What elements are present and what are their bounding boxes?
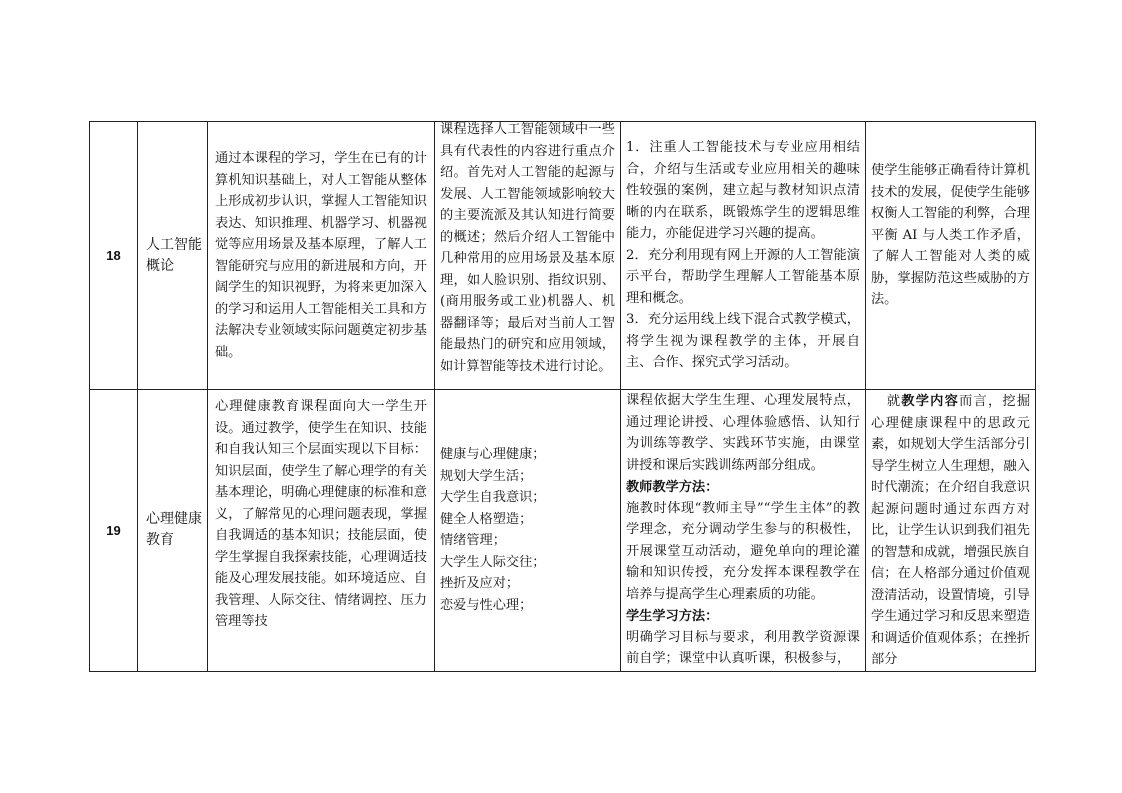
ideology-text: 而言，挖掘心理健康课程中的思政元素，如规划大学生活部分引导学生树立人生理想，融入时代潮流；在介绍自我意识起源问题时通过东西方对比，让学生认识到我们祖先的智慧和成就，增强民族自信；在人格部分通过价值观澄清活动，设置情境，引导学生通过学习和反思来塑造和调适价值观体系；在挫折部分 — [871, 394, 1031, 667]
teaching-methods — [621, 122, 866, 390]
course-name: 人工智能概论 — [138, 122, 208, 390]
ideology-bold: 教学内容 — [901, 393, 960, 408]
content-text: 课程选择人工智能领域中一些具有代表性的内容进行重点介绍。首先对人工智能的起源与发展、人工智能领域影响较大的主要流派及其认知进行简要的概述；然后介绍人工智能中几种常用的应用场景及基本原理，如人脸识别、指纹识别、(商用服务或工业)机器人、机器翻译等；最后对当前人工智能最热门的研究和应用领域，如计算智能等技术进行讨论。 — [440, 122, 615, 374]
course-objectives — [208, 390, 435, 672]
method-item: 1．注重人工智能技术与专业应用相结合，介绍与生活或专业应用相关的趣味性较强的案例，建立起与教材知识点清晰的内在联系，既锻炼学生的逻辑思维能力，亦能促进学习兴趣的提高。 — [626, 140, 860, 242]
ideological-elements — [866, 390, 1036, 672]
ideology-prefix: 就 — [886, 394, 902, 409]
student-methods-text: 明确学习目标与要求，利用教学资源课前自学；课堂中认真听课，积极参与， — [626, 629, 860, 666]
ideology-paragraph — [871, 390, 1030, 671]
method-item: 3．充分运用线上线下混合式教学模式，将学生视为课程教学的主体，开展自主、合作、探究式学习活动。 — [626, 312, 860, 371]
ideology-text: 使学生能够正确看待计算机技术的发展，促使学生能够权衡人工智能的利弊，合理平衡 AI 与人类工作矛盾，了解人工智能对人类的威胁，掌握防范这些威胁的方法。 — [871, 163, 1030, 308]
course-table — [89, 121, 1036, 672]
course-name: 心理健康教育 — [138, 390, 208, 672]
row-number: 18 — [90, 122, 138, 390]
objectives-text: 通过本课程的学习，学生在已有的计算机知识基础上，对人工智能从整体上形成初步认识，掌握人工智能知识表达、知识推理、机器学习、机器视觉等应用场景及基本原理，了解人工智能研究与应用的新进展和方向，开阔学生的知识视野，为将来更加深入的学习和运用人工智能相关工具和方法解决专业领域实际问题奠定初步基础。 — [215, 151, 427, 360]
course-content — [435, 390, 621, 672]
content-item: 健康与心理健康； — [440, 447, 546, 463]
content-item: 规划大学生活； — [440, 468, 533, 484]
content-item: 大学生人际交往； — [440, 554, 546, 570]
teaching-methods — [621, 390, 866, 672]
content-item: 挫折及应对； — [440, 576, 520, 592]
methods-intro: 课程依据大学生生理、心理发展特点，通过理论讲授、心理体验感悟、认知行为训练等教学、实践环节实施，由课堂讲授和课后实践训练两部分组成。 — [626, 393, 860, 473]
content-item: 大学生自我意识； — [440, 490, 546, 506]
content-item: 情绪管理； — [440, 533, 506, 549]
row-number: 19 — [90, 390, 138, 672]
content-item: 健全人格塑造； — [440, 511, 533, 527]
course-objectives — [208, 122, 435, 390]
table-row — [90, 122, 1036, 390]
objectives-text: 心理健康教育课程面向大一学生开设。通过教学，使学生在知识、技能和自我认知三个层面实现以下目标：知识层面，使学生了解心理学的有关基本理论，明确心理健康的标准和意义，了解常见的心理问题表现，掌握自我调适的基本知识；技能层面，使学生掌握自我探索技能，心理调适技能及心理发展技能。如环境适应、自我管理、人际交往、情绪调控、压力管理等技 — [215, 399, 427, 629]
student-methods-heading: 学生学习方法： — [626, 608, 719, 623]
method-item: 2．充分利用现有网上开源的人工智能演示平台，帮助学生理解人工智能基本原理和概念。 — [626, 247, 860, 306]
teacher-methods-heading: 教师教学方法： — [626, 479, 719, 494]
table-row — [90, 390, 1036, 672]
ideological-elements — [866, 122, 1036, 390]
teacher-methods-text: 施教时体现“教师主导”“学生主体”的教学理念，充分调动学生参与的积极性，开展课堂互动活动，避免单向的理论灌输和知识传授，充分发挥本课程教学在培养与提高学生心理素质的功能。 — [626, 500, 860, 602]
content-item: 恋爱与性心理； — [440, 597, 533, 613]
course-content — [435, 122, 621, 390]
